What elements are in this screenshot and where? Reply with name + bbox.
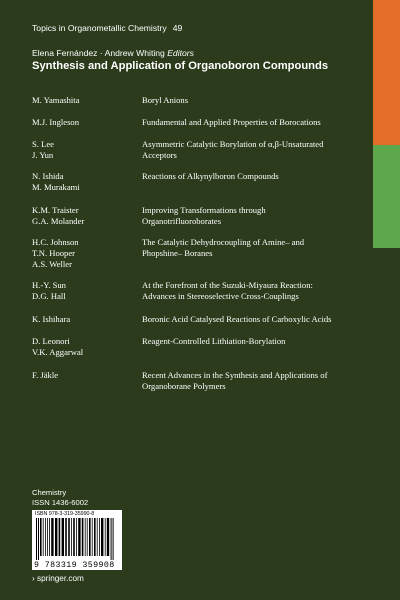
editors-role: Editors	[167, 48, 194, 58]
series-name: Topics in Organometallic Chemistry	[32, 23, 167, 33]
ean-digits: 9 783319 359908	[34, 561, 115, 570]
entry-title	[142, 336, 367, 347]
accent-stripe-green	[373, 145, 400, 248]
issn-number: ISSN 1436-6002	[32, 497, 89, 507]
entry-authors	[32, 280, 132, 302]
editor-names: Elena Fernández · Andrew Whiting	[32, 48, 165, 58]
book-title: Synthesis and Application of Organoboron Compounds	[32, 60, 329, 72]
barcode-bar	[68, 518, 70, 556]
entry-title	[142, 280, 367, 302]
barcode-bar	[62, 518, 64, 556]
barcode-bar	[55, 518, 57, 556]
author-name: N. Ishida	[32, 171, 64, 181]
subject-category: Chemistry	[32, 488, 67, 497]
barcode-bar	[73, 518, 75, 556]
entry-authors	[32, 171, 132, 193]
barcode-bar	[36, 518, 37, 560]
barcode-bar	[40, 518, 42, 556]
barcode-bar	[113, 518, 114, 560]
chapter-title-line: Boronic Acid Catalysed Reactions of Carboxylic Acids	[142, 314, 332, 324]
barcode-bar	[71, 518, 72, 556]
chapter-title-line: Phopshine– Boranes	[142, 248, 213, 258]
chapter-title-line: Fundamental and Applied Properties of Borocations	[142, 117, 321, 127]
barcode-bar	[101, 518, 103, 556]
entry-title	[142, 117, 367, 128]
barcode-bar	[92, 518, 93, 556]
entry-title	[142, 95, 367, 106]
author-name: H.-Y. Sun	[32, 280, 66, 290]
chapter-title-line: Organotrifluoroborates	[142, 216, 222, 226]
entry-authors	[32, 117, 132, 128]
entry-title	[142, 171, 367, 182]
author-name: M.J. Ingleson	[32, 117, 80, 127]
accent-stripe-orange	[373, 0, 400, 145]
barcode-bar	[105, 518, 106, 556]
barcode-bar	[43, 518, 44, 556]
author-name: D. Leonori	[32, 336, 70, 346]
chapter-title-line: Reagent-Controlled Lithiation-Borylation	[142, 336, 286, 346]
entry-title	[142, 237, 367, 259]
entry-title	[142, 370, 367, 392]
author-name: H.C. Johnson	[32, 237, 79, 247]
series-line	[32, 23, 182, 33]
barcode-bar	[38, 518, 39, 560]
barcode-bar	[76, 518, 77, 556]
author-name: F. Jäkle	[32, 370, 59, 380]
entry-authors	[32, 314, 132, 325]
author-name: S. Lee	[32, 139, 54, 149]
author-name: K.M. Traister	[32, 205, 79, 215]
barcode-bar	[89, 518, 91, 556]
chapter-title-line: At the Forefront of the Suzuki-Miyaura Reaction:	[142, 280, 313, 290]
author-name: T.N. Hooper	[32, 248, 76, 258]
entry-authors	[32, 370, 132, 381]
chapter-title-line: Recent Advances in the Synthesis and Applications of	[142, 370, 328, 380]
accent-stripe-dark	[373, 248, 400, 600]
entry-title	[142, 314, 367, 325]
chapter-title-line: Asymmetric Catalytic Borylation of α,β-Unsaturated	[142, 139, 324, 149]
entry-authors	[32, 139, 132, 161]
chapter-title-line: Advances in Stereoselective Cross-Couplings	[142, 291, 299, 301]
entry-authors	[32, 336, 132, 358]
entry-authors	[32, 95, 132, 106]
barcode-bar	[78, 518, 80, 556]
entry-authors	[32, 205, 132, 227]
author-name: G.A. Molander	[32, 216, 85, 226]
barcode-bar	[45, 518, 46, 556]
author-name: A.S. Weller	[32, 259, 72, 269]
chapter-title-line: Improving Transformations through	[142, 205, 266, 215]
barcode-bar	[87, 518, 88, 556]
barcode-bar	[82, 518, 84, 556]
barcode-bar	[49, 518, 50, 556]
barcode-bar	[99, 518, 100, 556]
barcode-label	[32, 510, 122, 570]
barcode-bar	[111, 518, 112, 560]
author-name: D.G. Hall	[32, 291, 66, 301]
barcode-bar	[85, 518, 86, 556]
barcode-bar	[94, 518, 96, 556]
isbn-number: ISBN 978-3-319-35990-8	[35, 511, 95, 517]
barcode-bars	[34, 518, 120, 560]
barcode-bar	[97, 518, 98, 556]
chapter-title-line: Organoborane Polymers	[142, 381, 226, 391]
editors-line	[32, 48, 194, 58]
entry-title	[142, 139, 367, 161]
entry-authors	[32, 237, 132, 270]
chapter-title-line: Acceptors	[142, 150, 177, 160]
barcode-bar	[59, 518, 61, 556]
entry-title	[142, 205, 367, 227]
chapter-title-line: The Catalytic Dehydrocoupling of Amine– and	[142, 237, 305, 247]
author-name: M. Murakami	[32, 182, 80, 192]
publisher-info	[32, 488, 88, 507]
author-name: K. Ishihara	[32, 314, 71, 324]
barcode-bar	[51, 518, 53, 556]
author-name: V.K. Aggarwal	[32, 347, 84, 357]
barcode-bar	[107, 518, 109, 556]
barcode-bar	[65, 518, 67, 556]
author-name: J. Yun	[32, 150, 54, 160]
author-name: M. Yamashita	[32, 95, 80, 105]
chapter-title-line: Reactions of Alkynylboron Compounds	[142, 171, 279, 181]
volume-number: 49	[172, 23, 183, 33]
chapter-title-line: Boryl Anions	[142, 95, 189, 105]
barcode-bar	[47, 518, 48, 556]
publisher-website: › springer.com	[32, 574, 84, 583]
